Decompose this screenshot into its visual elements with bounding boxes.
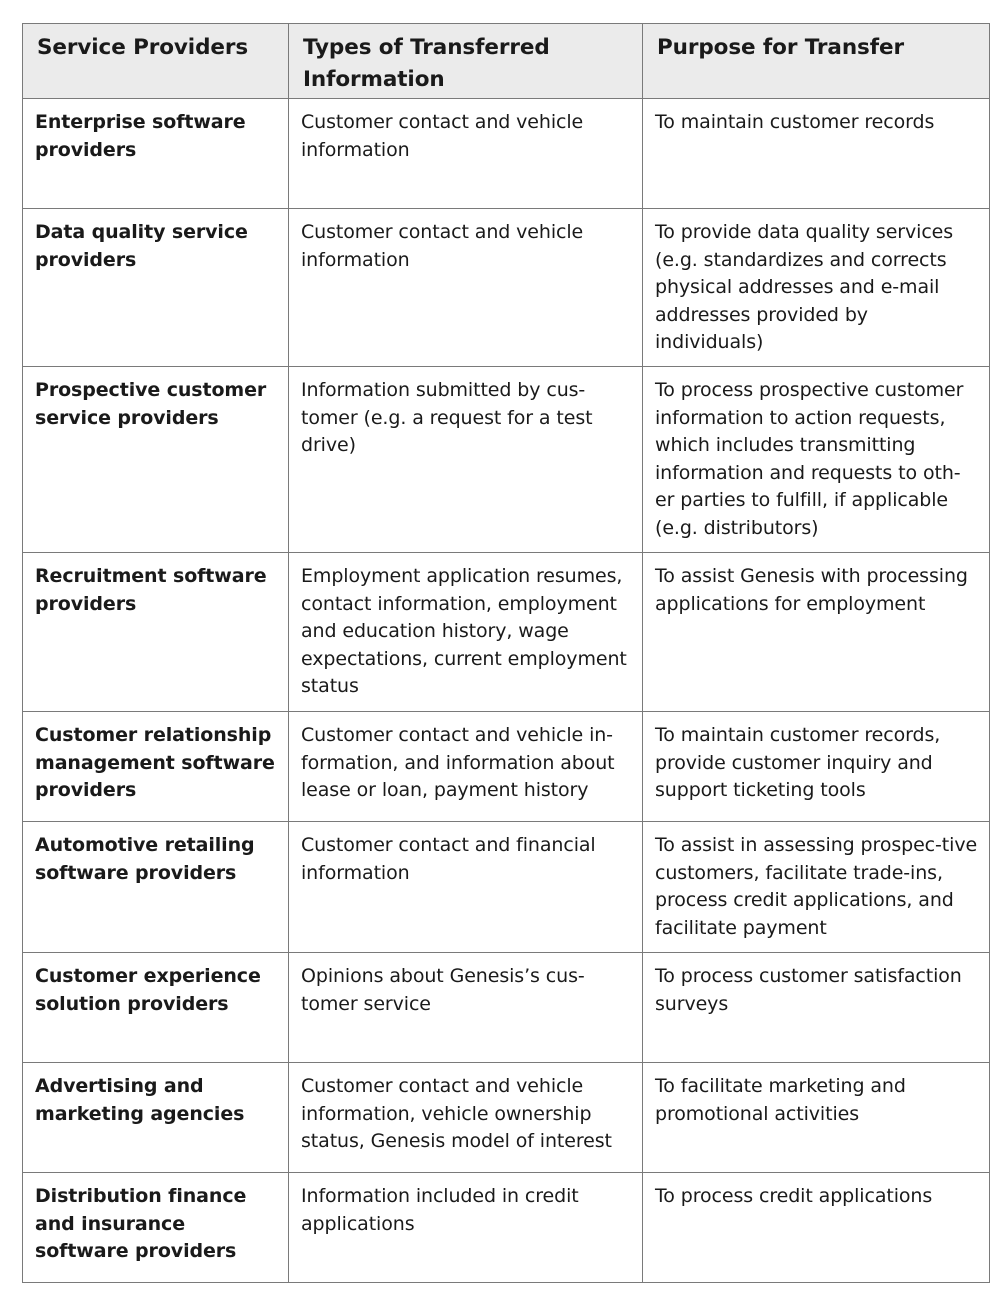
- table-row: [23, 712, 990, 822]
- table-body: [23, 99, 990, 1283]
- info-cell: Customer contact and vehicle information: [289, 99, 643, 209]
- provider-cell: Customer relationship management software providers: [23, 712, 289, 822]
- header-types-of-transferred-information: Types of Transferred Information: [289, 24, 643, 99]
- table-row: [23, 1173, 990, 1283]
- purpose-cell: To maintain customer records, provide customer inquiry and support ticketing tools: [643, 712, 990, 822]
- table-row: [23, 953, 990, 1063]
- info-cell: Customer contact and financial information: [289, 822, 643, 953]
- table-row: [23, 553, 990, 712]
- info-cell: Customer contact and vehicle information: [289, 209, 643, 367]
- purpose-cell: To facilitate marketing and promotional activities: [643, 1063, 990, 1173]
- purpose-cell: To provide data quality services (e.g. standardizes and corrects physical addresses and e-mail addresses provided by individuals): [643, 209, 990, 367]
- provider-cell: Recruitment software providers: [23, 553, 289, 712]
- provider-cell: Automotive retailing software providers: [23, 822, 289, 953]
- provider-cell: Data quality service providers: [23, 209, 289, 367]
- info-cell: Customer contact and vehicle in-formation, and information about lease or loan, payment history: [289, 712, 643, 822]
- purpose-cell: To assist in assessing prospec-tive customers, facilitate trade-ins, process credit applications, and facilitate payment: [643, 822, 990, 953]
- info-cell: Information submitted by cus-tomer (e.g. a request for a test drive): [289, 367, 643, 553]
- provider-cell: Distribution finance and insurance software providers: [23, 1173, 289, 1283]
- table-row: [23, 99, 990, 209]
- service-providers-table: [22, 23, 990, 1283]
- table-header: [23, 24, 990, 99]
- provider-cell: Customer experience solution providers: [23, 953, 289, 1063]
- purpose-cell: To process customer satisfaction surveys: [643, 953, 990, 1063]
- purpose-cell: To process credit applications: [643, 1173, 990, 1283]
- provider-cell: Enterprise software providers: [23, 99, 289, 209]
- provider-cell: Advertising and marketing agencies: [23, 1063, 289, 1173]
- info-cell: Employment application resumes, contact information, employment and education history, wage expectations, current employment status: [289, 553, 643, 712]
- header-purpose-for-transfer: Purpose for Transfer: [643, 24, 990, 99]
- table-row: [23, 367, 990, 553]
- table-row: [23, 822, 990, 953]
- header-service-providers: Service Providers: [23, 24, 289, 99]
- purpose-cell: To maintain customer records: [643, 99, 990, 209]
- purpose-cell: To assist Genesis with processing applications for employment: [643, 553, 990, 712]
- provider-cell: Prospective customer service providers: [23, 367, 289, 553]
- header-row: [23, 24, 990, 99]
- info-cell: Customer contact and vehicle information, vehicle ownership status, Genesis model of interest: [289, 1063, 643, 1173]
- info-cell: Information included in credit applications: [289, 1173, 643, 1283]
- table-row: [23, 1063, 990, 1173]
- info-cell: Opinions about Genesis’s cus-tomer service: [289, 953, 643, 1063]
- purpose-cell: To process prospective customer information to action requests, which includes transmitting information and requests to oth-er parties to fulfill, if applicable (e.g. distributors): [643, 367, 990, 553]
- table-row: [23, 209, 990, 367]
